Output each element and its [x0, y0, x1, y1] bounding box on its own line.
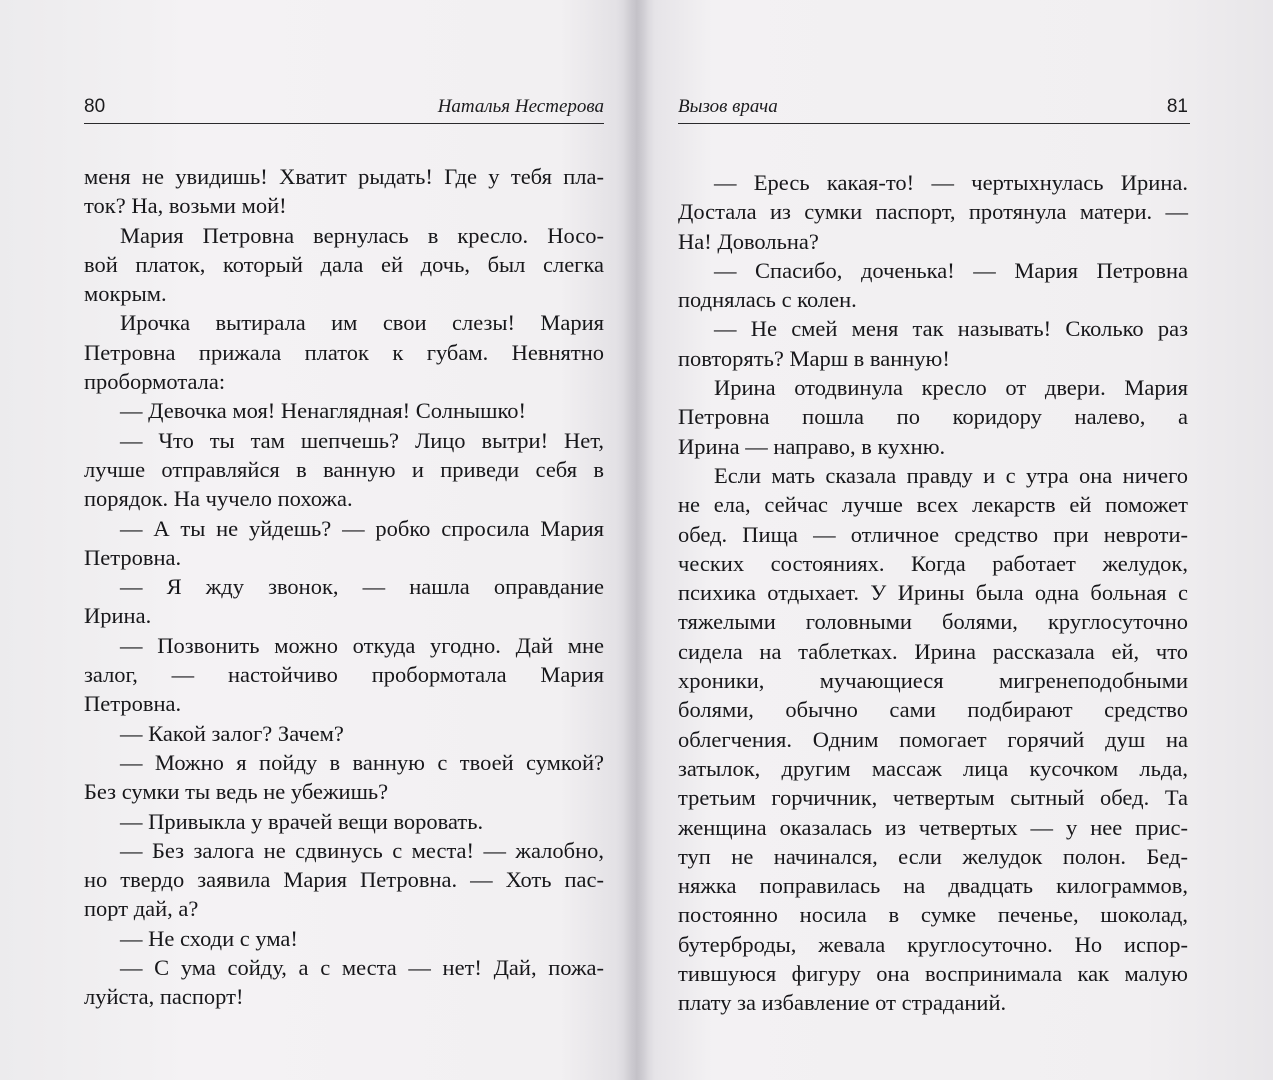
text-line: хроники, мучающиеся мигренеподобными	[678, 668, 1188, 694]
text-line: болями, обычно сами подбирают средство	[678, 697, 1188, 723]
text-line: — Спасибо, доченька! — Мария Петровна	[714, 257, 1188, 283]
text-line: тившуюся фигуру она воспринимала как малую	[678, 961, 1188, 987]
text-line: — С ума сойду, а с места — нет! Дай, пожа-	[120, 955, 604, 981]
text-line: Если мать сказала правду и с утра она ничего	[714, 462, 1188, 488]
text-line: но твердо заявила Мария Петровна. — Хоть пас-	[84, 867, 604, 893]
text-line: обед. Пища — отличное средство при невроти-	[678, 521, 1188, 547]
left-page-header	[84, 92, 604, 126]
text-line: затылок, другим массаж лица кусочком льда,	[678, 755, 1188, 781]
text-line: — Без залога не сдвинусь с места! — жалобно,	[120, 837, 604, 863]
right-page-text	[678, 168, 1188, 1018]
right-header-rule	[678, 123, 1190, 124]
text-line: — А ты не уйдешь? — робко спросила Мария	[120, 515, 604, 541]
text-line: женщина оказалась из четвертых — у нее прис-	[678, 814, 1188, 840]
text-line: меня не увидишь! Хватит рыдать! Где у тебя пла-	[84, 164, 604, 189]
text-line: Ирина.	[84, 603, 152, 629]
text-line: не ела, сейчас лучше всех лекарств ей поможет	[678, 492, 1188, 518]
text-line: плату за избавление от страданий.	[678, 990, 1007, 1016]
right-page-header	[678, 92, 1190, 126]
text-line: Петровна.	[84, 544, 182, 570]
left-page	[0, 0, 636, 1080]
left-running-title: Наталья Нестерова	[437, 96, 604, 117]
right-page	[636, 0, 1273, 1080]
text-line: постоянно носила в сумке печенье, шоколад,	[678, 902, 1188, 928]
text-line: пробормотала:	[84, 369, 226, 395]
right-running-title: Вызов врача	[678, 96, 778, 117]
left-page-text	[84, 162, 604, 1012]
text-line: туп не начинался, если желудок полон. Бед-	[678, 843, 1188, 869]
text-line: На! Довольна?	[678, 228, 819, 254]
text-line: Без сумки ты ведь не убежишь?	[84, 779, 389, 805]
text-line: Ирина — направо, в кухню.	[678, 433, 946, 459]
text-line: тяжелыми головными болями, круглосуточно	[678, 609, 1188, 635]
right-page-number: 81	[1166, 96, 1188, 117]
text-line: третьим горчичник, четвертым сытный обед. Та	[678, 785, 1188, 811]
text-line: бутерброды, жевала круглосуточно. Но испор-	[678, 931, 1188, 957]
text-line: Ирина отодвинула кресло от двери. Мария	[714, 375, 1188, 401]
text-line: мокрым.	[84, 281, 167, 307]
text-line: сидела на таблетках. Ирина рассказала ей, что	[678, 638, 1188, 664]
text-line: — Не сходи с ума!	[120, 925, 298, 951]
text-line: Достала из сумки паспорт, протянула матери. —	[678, 199, 1188, 225]
book-gutter	[624, 0, 648, 1080]
text-line: Петровна пошла по коридору налево, а	[678, 404, 1188, 430]
text-line: Петровна.	[84, 691, 182, 717]
text-line: лучше отправляйся в ванную и приведи себя в	[84, 456, 604, 482]
left-page-number: 80	[84, 96, 106, 117]
text-line: залог, — настойчиво пробормотала Мария	[84, 662, 604, 688]
text-line: Мария Петровна вернулась в кресло. Носо-	[120, 222, 604, 248]
text-line: — Позвонить можно откуда угодно. Дай мне	[120, 632, 604, 658]
text-line: поднялась с колен.	[678, 287, 857, 313]
text-line: ческих состояниях. Когда работает желудок,	[678, 550, 1188, 576]
text-line: — Девочка моя! Ненаглядная! Солнышко!	[120, 398, 526, 424]
text-line: — Что ты там шепчешь? Лицо вытри! Нет,	[120, 427, 604, 453]
text-line: — Какой залог? Зачем?	[120, 720, 344, 746]
text-line: луйста, паспорт!	[84, 984, 244, 1010]
text-line: Ирочка вытирала им свои слезы! Мария	[120, 310, 604, 336]
text-line: — Не смей меня так называть! Сколько раз	[714, 316, 1188, 342]
left-header-rule	[84, 123, 604, 124]
text-line: — Привыкла у врачей вещи воровать.	[120, 808, 484, 834]
text-line: няжка поправилась на двадцать килограммов,	[678, 873, 1188, 899]
text-line: психика отдыхает. У Ирины была одна больная с	[678, 580, 1188, 606]
text-line: облегчения. Одним помогает горячий душ на	[678, 726, 1188, 752]
text-line: вой платок, который дала ей дочь, был слегка	[84, 251, 604, 277]
text-line: Петровна прижала платок к губам. Невнятно	[84, 339, 604, 365]
text-line: ток? На, возьми мой!	[84, 193, 287, 219]
text-line: — Ересь какая-то! — чертыхнулась Ирина.	[714, 170, 1188, 195]
text-line: — Можно я пойду в ванную с твоей сумкой?	[120, 749, 604, 775]
text-line: повторять? Марш в ванную!	[678, 345, 950, 371]
text-line: — Я жду звонок, — нашла оправдание	[120, 574, 604, 600]
text-line: порядок. На чучело похожа.	[84, 486, 353, 512]
text-line: порт дай, а?	[84, 896, 199, 922]
